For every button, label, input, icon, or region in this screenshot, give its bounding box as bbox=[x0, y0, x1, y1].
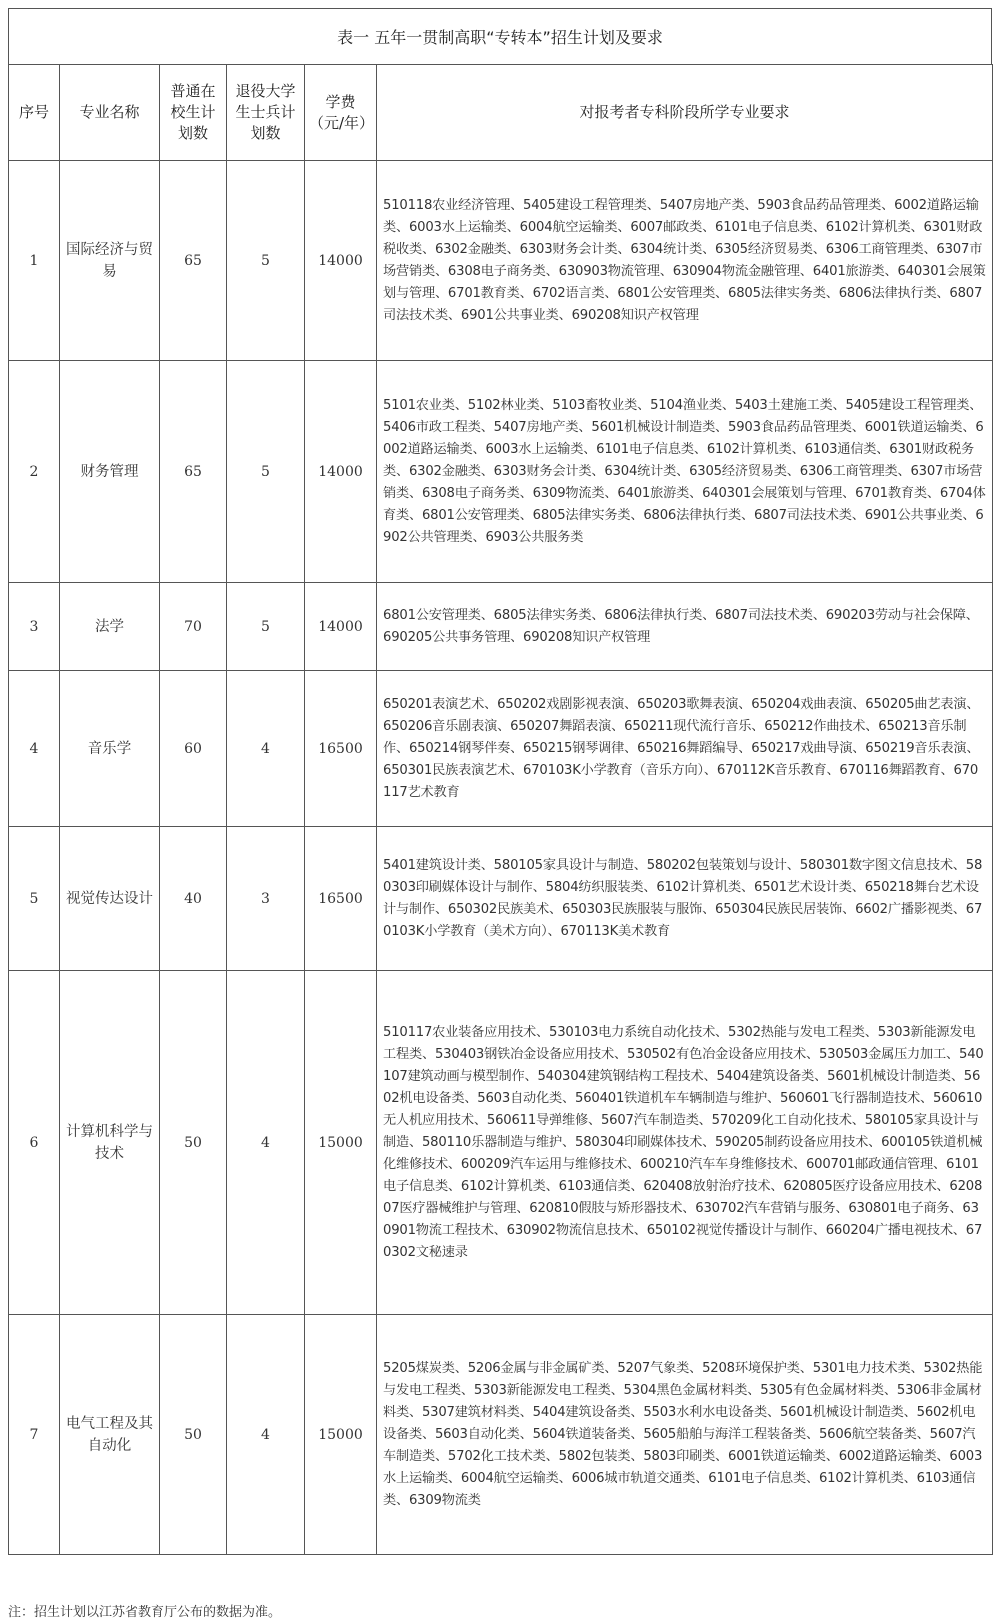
row-veteran-plan: 5 bbox=[227, 583, 305, 671]
row-requirements: 650201表演艺术、650202戏剧影视表演、650203歌舞表演、650204戏曲表演、650205曲艺表演、650206音乐剧表演、650207舞蹈表演、650211现代流行音乐、650212作曲技术、650213音乐制作、650214钢琴伴奏、650215钢琴调律、650216舞蹈编导、650217戏曲导演、650219音乐表演、650301民族表演艺术、670103K小学教育（音乐方向）、670112K音乐教育、670116舞蹈教育、670117艺术教育 bbox=[377, 671, 993, 827]
row-tuition: 14000 bbox=[305, 361, 377, 583]
row-regular-plan: 60 bbox=[160, 671, 227, 827]
header-regular-plan-text: 普通在校生计划数 bbox=[170, 82, 216, 142]
header-veteran-plan-text: 退役大学生士兵计划数 bbox=[235, 82, 296, 142]
row-veteran-plan: 4 bbox=[227, 671, 305, 827]
row-veteran-plan: 4 bbox=[227, 1315, 305, 1555]
row-major: 财务管理 bbox=[60, 361, 160, 583]
row-veteran-plan: 5 bbox=[227, 361, 305, 583]
table-row bbox=[9, 671, 993, 827]
row-regular-plan: 65 bbox=[160, 161, 227, 361]
row-index: 3 bbox=[9, 583, 60, 671]
table-row bbox=[9, 827, 993, 971]
row-index: 7 bbox=[9, 1315, 60, 1555]
admission-plan-table bbox=[8, 64, 993, 1555]
row-regular-plan: 50 bbox=[160, 971, 227, 1315]
row-requirements: 510118农业经济管理、5405建设工程管理类、5407房地产类、5903食品药品管理类、6002道路运输类、6003水上运输类、6004航空运输类、6007邮政类、6101电子信息类、6102计算机类、6301财政税收类、6302金融类、6303财务会计类、6304统计类、6305经济贸易类、6306工商管理类、6307市场营销类、6308电子商务类、630903物流管理、630904物流金融管理、6401旅游类、640301会展策划与管理、6701教育类、6702语言类、6801公安管理类、6805法律实务类、6806法律执行类、6807司法技术类、6901公共事业类、690208知识产权管理 bbox=[377, 161, 993, 361]
header-regular-plan bbox=[160, 65, 227, 161]
row-veteran-plan: 3 bbox=[227, 827, 305, 971]
footnote: 注：招生计划以江苏省教育厅公布的数据为准。 bbox=[8, 1605, 282, 1620]
row-regular-plan: 50 bbox=[160, 1315, 227, 1555]
header-tuition-text: 学费（元/年） bbox=[309, 92, 375, 132]
row-index: 1 bbox=[9, 161, 60, 361]
row-tuition: 15000 bbox=[305, 1315, 377, 1555]
row-tuition: 16500 bbox=[305, 671, 377, 827]
row-major: 计算机科学与技术 bbox=[60, 971, 160, 1315]
header-veteran-plan bbox=[227, 65, 305, 161]
header-row bbox=[9, 65, 993, 161]
row-requirements: 5401建筑设计类、580105家具设计与制造、580202包装策划与设计、580301数字图文信息技术、580303印刷媒体设计与制作、5804纺织服装类、6102计算机类、6501艺术设计类、650218舞台艺术设计与制作、650302民族美术、650303民族服装与服饰、650304民族民居装饰、6602广播影视类、670103K小学教育（美术方向）、670113K美术教育 bbox=[377, 827, 993, 971]
row-tuition: 14000 bbox=[305, 161, 377, 361]
table-row bbox=[9, 1315, 993, 1555]
row-regular-plan: 70 bbox=[160, 583, 227, 671]
header-index: 序号 bbox=[9, 65, 60, 161]
header-requirements: 对报考者专科阶段所学专业要求 bbox=[377, 65, 993, 161]
row-tuition: 16500 bbox=[305, 827, 377, 971]
header-major: 专业名称 bbox=[60, 65, 160, 161]
row-requirements: 5205煤炭类、5206金属与非金属矿类、5207气象类、5208环境保护类、5301电力技术类、5302热能与发电工程类、5303新能源发电工程类、5304黑色金属材料类、5305有色金属材料类、5306非金属材料类、5307建筑材料类、5404建筑设备类、5503水利水电设备类、5601机械设计制造类、5602机电设备类、5603自动化类、5604铁道装备类、5605船舶与海洋工程装备类、5606航空装备类、5607汽车制造类、5702化工技术类、5802包装类、5803印刷类、6001铁道运输类、6002道路运输类、6003水上运输类、6004航空运输类、6006城市轨道交通类、6101电子信息类、6102计算机类、6103通信类、6309物流类 bbox=[377, 1315, 993, 1555]
row-major: 视觉传达设计 bbox=[60, 827, 160, 971]
row-major: 国际经济与贸易 bbox=[60, 161, 160, 361]
table-row bbox=[9, 971, 993, 1315]
row-veteran-plan: 5 bbox=[227, 161, 305, 361]
row-requirements: 5101农业类、5102林业类、5103畜牧业类、5104渔业类、5403土建施工类、5405建设工程管理类、5406市政工程类、5407房地产类、5601机械设计制造类、5903食品药品管理类、6001铁道运输类、6002道路运输类、6003水上运输类、6101电子信息类、6102计算机类、6103通信类、6301财政税务类、6302金融类、6303财务会计类、6304统计类、6305经济贸易类、6306工商管理类、6307市场营销类、6308电子商务类、6309物流类、6401旅游类、640301会展策划与管理、6701教育类、6704体育类、6801公安管理类、6805法律实务类、6806法律执行类、6807司法技术类、6901公共事业类、6902公共管理类、6903公共服务类 bbox=[377, 361, 993, 583]
table-title: 表一 五年一贯制高职“专转本”招生计划及要求 bbox=[8, 8, 992, 64]
row-veteran-plan: 4 bbox=[227, 971, 305, 1315]
row-requirements: 6801公安管理类、6805法律实务类、6806法律执行类、6807司法技术类、690203劳动与社会保障、690205公共事务管理、690208知识产权管理 bbox=[377, 583, 993, 671]
row-index: 6 bbox=[9, 971, 60, 1315]
row-major: 电气工程及其自动化 bbox=[60, 1315, 160, 1555]
table-row bbox=[9, 583, 993, 671]
row-index: 2 bbox=[9, 361, 60, 583]
row-index: 5 bbox=[9, 827, 60, 971]
table-row bbox=[9, 361, 993, 583]
row-index: 4 bbox=[9, 671, 60, 827]
header-tuition bbox=[305, 65, 377, 161]
row-tuition: 15000 bbox=[305, 971, 377, 1315]
row-regular-plan: 65 bbox=[160, 361, 227, 583]
row-tuition: 14000 bbox=[305, 583, 377, 671]
row-regular-plan: 40 bbox=[160, 827, 227, 971]
row-major: 音乐学 bbox=[60, 671, 160, 827]
table-row bbox=[9, 161, 993, 361]
row-major: 法学 bbox=[60, 583, 160, 671]
admission-plan-sheet bbox=[8, 8, 992, 1555]
row-requirements: 510117农业装备应用技术、530103电力系统自动化技术、5302热能与发电工程类、5303新能源发电工程类、530403钢铁冶金设备应用技术、530502有色冶金设备应用技术、530503金属压力加工、540107建筑动画与模型制作、540304建筑钢结构工程技术、5404建筑设备类、5601机械设计制造类、5602机电设备类、5603自动化类、560401铁道机车车辆制造与维护、560601飞行器制造技术、560610无人机应用技术、560611导弹维修、5607汽车制造类、570209化工自动化技术、580105家具设计与制造、580110乐器制造与维护、580304印刷媒体技术、590205制药设备应用技术、600105铁道机械化维修技术、600209汽车运用与维修技术、600210汽车车身维修技术、600701邮政通信管理、6101电子信息类、6102计算机类、6103通信类、620408放射治疗技术、620805医疗设备应用技术、620807医疗器械维护与管理、620810假肢与矫形器技术、630702汽车营销与服务、630801电子商务、630901物流工程技术、630902物流信息技术、650102视觉传播设计与制作、660204广播电视技术、670302文秘速录 bbox=[377, 971, 993, 1315]
